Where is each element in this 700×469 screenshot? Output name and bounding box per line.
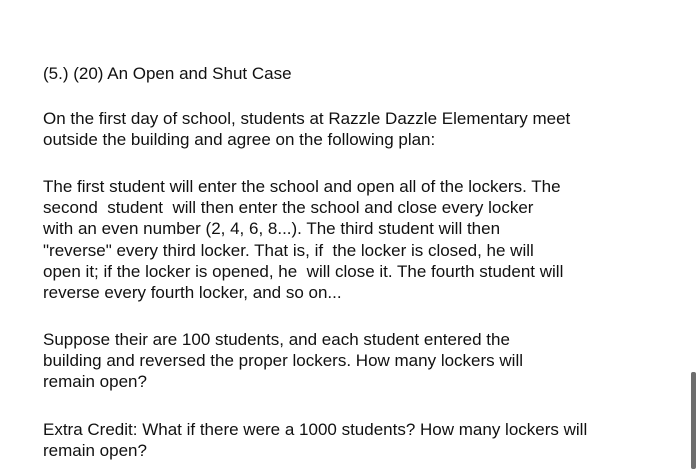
question-paragraph [43, 329, 523, 393]
paragraph-line: outside the building and agree on the following plan: [43, 130, 436, 150]
paragraph-line: with an even number (2, 4, 6, 8...). The third student will then [43, 219, 501, 239]
paragraph-line: "reverse" every third locker. That is, if the locker is closed, he will [43, 240, 534, 260]
intro-paragraph [43, 108, 570, 150]
paragraph-line: second student will then enter the school and close every locker [43, 198, 534, 218]
paragraph-line: On the first day of school, students at Razzle Dazzle Elementary meet [43, 109, 571, 128]
paragraph-line: remain open? [43, 441, 147, 461]
paragraph-line: The first student will enter the school and open all of the lockers. The [43, 177, 561, 196]
problem-title: (5.) (20) An Open and Shut Case [43, 64, 292, 83]
paragraph-line: building and reversed the proper lockers. How many lockers will [43, 351, 523, 371]
vertical-scrollbar[interactable] [691, 372, 696, 469]
paragraph-line: open it; if the locker is opened, he will close it. The fourth student will [43, 261, 564, 281]
paragraph-line: remain open? [43, 372, 147, 392]
plan-paragraph [43, 176, 563, 303]
extra-credit-paragraph [43, 419, 587, 461]
paragraph-line: reverse every fourth locker, and so on... [43, 283, 342, 303]
paragraph-line: Suppose their are 100 students, and each student entered the [43, 330, 510, 349]
paragraph-line: Extra Credit: What if there were a 1000 students? How many lockers will [43, 420, 588, 439]
